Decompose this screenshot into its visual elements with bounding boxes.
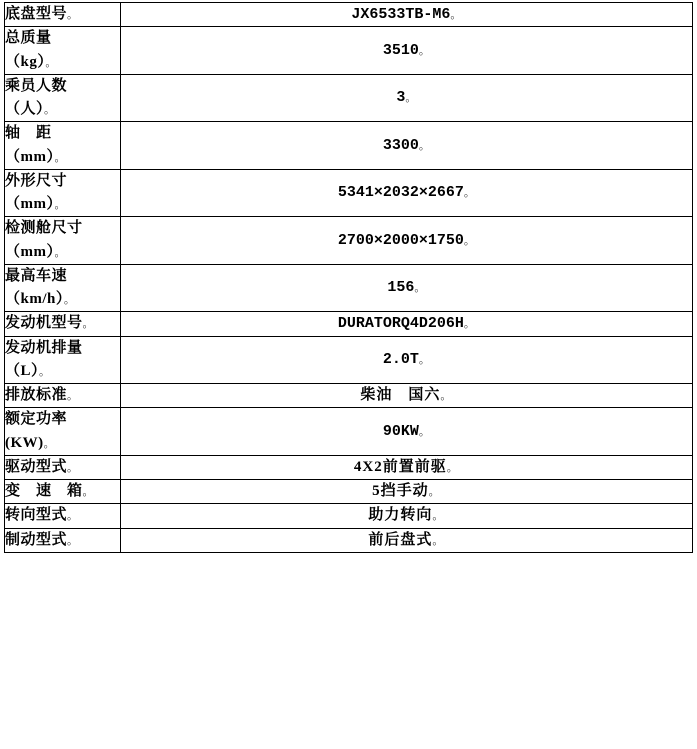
spec-label-line: （km/h）。 [5, 291, 76, 307]
spec-value-text: 5341×2032×2667 [337, 184, 464, 202]
spec-value-cell [120, 3, 692, 27]
spec-label-line: 外形尺寸 [5, 172, 68, 189]
vehicle-spec-table [4, 2, 693, 553]
spec-value-text: 3 [396, 89, 406, 107]
ideographic-full-stop: 。 [432, 534, 445, 547]
spec-label-cell [5, 408, 121, 456]
spec-value-cell [120, 480, 692, 504]
spec-value-cell [120, 528, 692, 552]
table-row [5, 455, 693, 479]
spec-label-line: (KW)。 [5, 434, 56, 451]
ideographic-full-stop: 。 [446, 461, 459, 474]
ideographic-full-stop: 。 [44, 104, 56, 116]
spec-value-cell [120, 455, 692, 479]
spec-label-line: 轴 距 [5, 125, 52, 142]
ideographic-full-stop: 。 [45, 56, 57, 69]
spec-label-line: 变 速 箱。 [5, 483, 95, 499]
spec-label-line: （L）。 [5, 362, 51, 379]
spec-value-text: 前后盘式 [368, 531, 433, 548]
spec-value-cell [120, 27, 692, 75]
ideographic-full-stop: 。 [39, 365, 51, 378]
spec-value-text: 156 [387, 279, 415, 297]
spec-value-cell [120, 217, 692, 265]
ideographic-full-stop: 。 [54, 246, 66, 259]
spec-label-line: 检测舱尺寸 [5, 220, 83, 237]
spec-label-line: （mm）。 [5, 243, 66, 260]
table-row [5, 336, 693, 384]
spec-label-line: 制动型式。 [5, 531, 79, 548]
spec-label-line: 排放标准。 [5, 387, 79, 403]
ideographic-full-stop: 。 [82, 318, 95, 331]
spec-value-text: 3510 [382, 41, 419, 59]
spec-label-cell [5, 74, 121, 122]
spec-value-cell [120, 312, 692, 336]
ideographic-full-stop: 。 [67, 9, 79, 21]
ideographic-full-stop: 。 [414, 282, 426, 295]
spec-label-cell [5, 3, 121, 27]
spec-label-line: 总质量 [5, 30, 52, 47]
spec-value-cell [120, 74, 692, 122]
ideographic-full-stop: 。 [450, 9, 462, 21]
spec-value-text: DURATORQ4D206H [337, 315, 464, 333]
spec-label-line: 发动机型号。 [5, 315, 95, 332]
spec-label-line: 底盘型号。 [5, 6, 79, 22]
spec-value-text: 2.0T [382, 351, 419, 369]
ideographic-full-stop: 。 [54, 151, 66, 164]
table-row [5, 217, 693, 265]
spec-value-text: 90KW [382, 422, 419, 440]
spec-table-body [5, 3, 693, 553]
spec-label-line: 额定功率 [5, 411, 68, 428]
ideographic-full-stop: 。 [463, 187, 475, 200]
spec-label-line: 最高车速 [5, 267, 68, 284]
spec-label-cell [5, 455, 121, 479]
ideographic-full-stop: 。 [67, 390, 79, 402]
spec-label-cell [5, 27, 121, 75]
ideographic-full-stop: 。 [418, 139, 430, 152]
ideographic-full-stop: 。 [463, 318, 475, 331]
table-row [5, 408, 693, 456]
spec-value-text: 柴油 国六 [360, 387, 441, 403]
table-row [5, 504, 693, 528]
table-row [5, 3, 693, 27]
spec-label-line: （kg）。 [5, 53, 57, 70]
spec-value-text: 3300 [382, 136, 419, 154]
table-row [5, 264, 693, 312]
spec-value-cell [120, 336, 692, 384]
spec-value-text: JX6533TB-M6 [351, 6, 451, 23]
table-row [5, 74, 693, 122]
spec-value-cell [120, 408, 692, 456]
spec-value-cell [120, 504, 692, 528]
ideographic-full-stop: 。 [43, 437, 56, 450]
ideographic-full-stop: 。 [418, 44, 430, 57]
table-row [5, 384, 693, 408]
ideographic-full-stop: 。 [463, 234, 475, 247]
ideographic-full-stop: 。 [432, 510, 445, 523]
spec-label-line: （人）。 [5, 101, 56, 117]
ideographic-full-stop: 。 [54, 199, 66, 211]
ideographic-full-stop: 。 [67, 461, 79, 474]
ideographic-full-stop: 。 [418, 425, 430, 438]
table-row [5, 480, 693, 504]
ideographic-full-stop: 。 [67, 534, 79, 547]
table-row [5, 27, 693, 75]
spec-value-cell [120, 264, 692, 312]
spec-label-line: 乘员人数 [5, 77, 68, 94]
spec-value-text: 助力转向 [368, 507, 433, 524]
ideographic-full-stop: 。 [405, 92, 417, 105]
ideographic-full-stop: 。 [418, 354, 430, 367]
spec-label-cell [5, 384, 121, 408]
table-row [5, 169, 693, 217]
spec-label-line: （mm）。 [5, 148, 66, 165]
spec-label-line: 发动机排量 [5, 339, 83, 356]
table-row [5, 528, 693, 552]
spec-label-cell [5, 528, 121, 552]
spec-value-text: 2700×2000×1750 [337, 231, 464, 249]
spec-label-cell [5, 504, 121, 528]
spec-label-cell [5, 217, 121, 265]
ideographic-full-stop: 。 [63, 294, 76, 306]
spec-label-cell [5, 122, 121, 170]
spec-value-cell [120, 384, 692, 408]
spec-label-cell [5, 169, 121, 217]
table-row [5, 122, 693, 170]
spec-value-text: 4X2前置前驱 [353, 458, 447, 475]
table-row [5, 312, 693, 336]
spec-value-cell [120, 122, 692, 170]
ideographic-full-stop: 。 [440, 390, 453, 402]
spec-label-cell [5, 264, 121, 312]
spec-label-line: 转向型式。 [5, 507, 79, 524]
spec-label-cell [5, 480, 121, 504]
spec-label-cell [5, 336, 121, 384]
spec-label-line: 驱动型式。 [5, 458, 79, 475]
ideographic-full-stop: 。 [82, 486, 95, 498]
spec-value-cell [120, 169, 692, 217]
ideographic-full-stop: 。 [428, 486, 441, 498]
ideographic-full-stop: 。 [67, 510, 79, 523]
spec-value-text: 5挡手动 [372, 483, 429, 499]
spec-label-line: （mm）。 [5, 196, 66, 212]
spec-label-cell [5, 312, 121, 336]
